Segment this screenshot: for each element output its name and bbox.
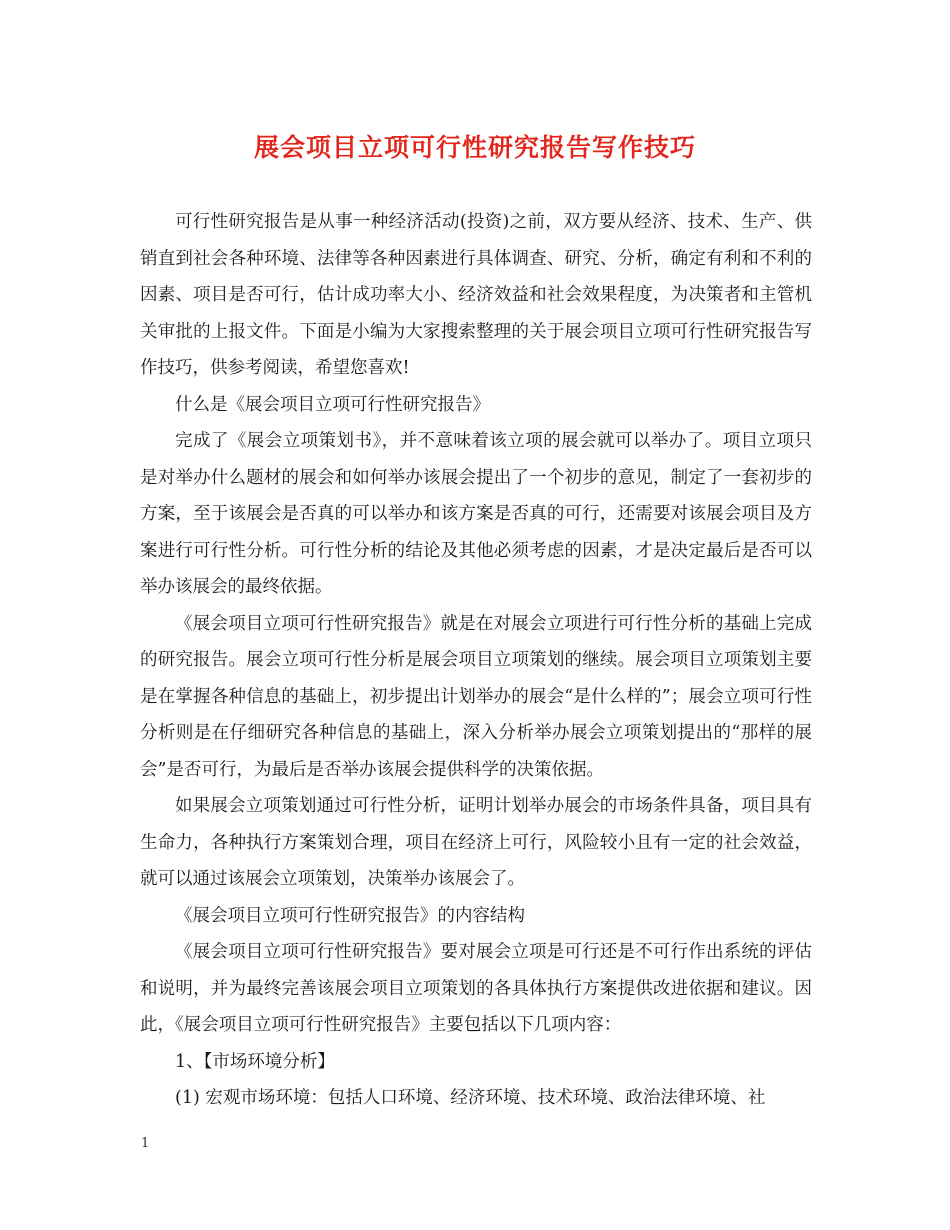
document-body	[140, 204, 812, 1117]
paragraph-section-market: 1、【市场环境分析】	[175, 1051, 335, 1072]
paragraph-intro: 可行性研究报告是从事一种经济活动(投资)之前，双方要从经济、技术、生产、供销直到社会各种环境、法律等各种因素进行具体调查、研究、分析，确定有利和不利的因素、项目是否可行，估计成功率大小、经济效益和社会效果程度，为决策者和主管机关审批的上报文件。下面是小编为大家搜索整理的关于展会项目立项可行性研究报告写作技巧，供参考阅读，希望您喜欢!	[140, 212, 812, 378]
paragraph-completion: 完成了《展会立项策划书》，并不意味着该立项的展会就可以举办了。项目立项只是对举办什么题材的展会和如何举办该展会提出了一个初步的意见，制定了一套初步的方案，至于该展会是否真的可以举办和该方案是否真的可行，还需要对该展会项目及方案进行可行性分析。可行性分析的结论及其他必须考虑的因素，才是决定最后是否可以举办该展会的最终依据。	[140, 431, 812, 597]
paragraph-decision: 如果展会立项策划通过可行性分析，证明计划举办展会的市场条件具备，项目具有生命力，各种执行方案策划合理，项目在经济上可行，风险较小且有一定的社会效益，就可以通过该展会立项策划，决策举办该展会了。	[140, 796, 812, 889]
paragraph-heading-what-is: 什么是《展会项目立项可行性研究报告》	[175, 394, 490, 415]
paragraph-structure: 《展会项目立项可行性研究报告》要对展会立项是可行还是不可行作出系统的评估和说明，并为最终完善该展会项目立项策划的各具体执行方案提供改进依据和建议。因此，《展会项目立项可行性研究报告》主要包括以下几项内容：	[140, 942, 812, 1035]
page-number: 1	[141, 1136, 150, 1151]
paragraph-heading-structure: 《展会项目立项可行性研究报告》的内容结构	[175, 905, 525, 926]
paragraph-definition: 《展会项目立项可行性研究报告》就是在对展会立项进行可行性分析的基础上完成的研究报告。展会立项可行性分析是展会项目立项策划的继续。展会项目立项策划主要是在掌握各种信息的基础上，初步提出计划举办的展会“是什么样的”；展会立项可行性分析则是在仔细研究各种信息的基础上，深入分析举办展会立项策划提出的“那样的展会”是否可行，为最后是否举办该展会提供科学的决策依据。	[140, 613, 812, 780]
paragraph-macro-environment: (1) 宏观市场环境：包括人口环境、经济环境、技术环境、政治法律环境、社	[175, 1088, 766, 1108]
document-title: 展会项目立项可行性研究报告写作技巧	[253, 133, 696, 162]
